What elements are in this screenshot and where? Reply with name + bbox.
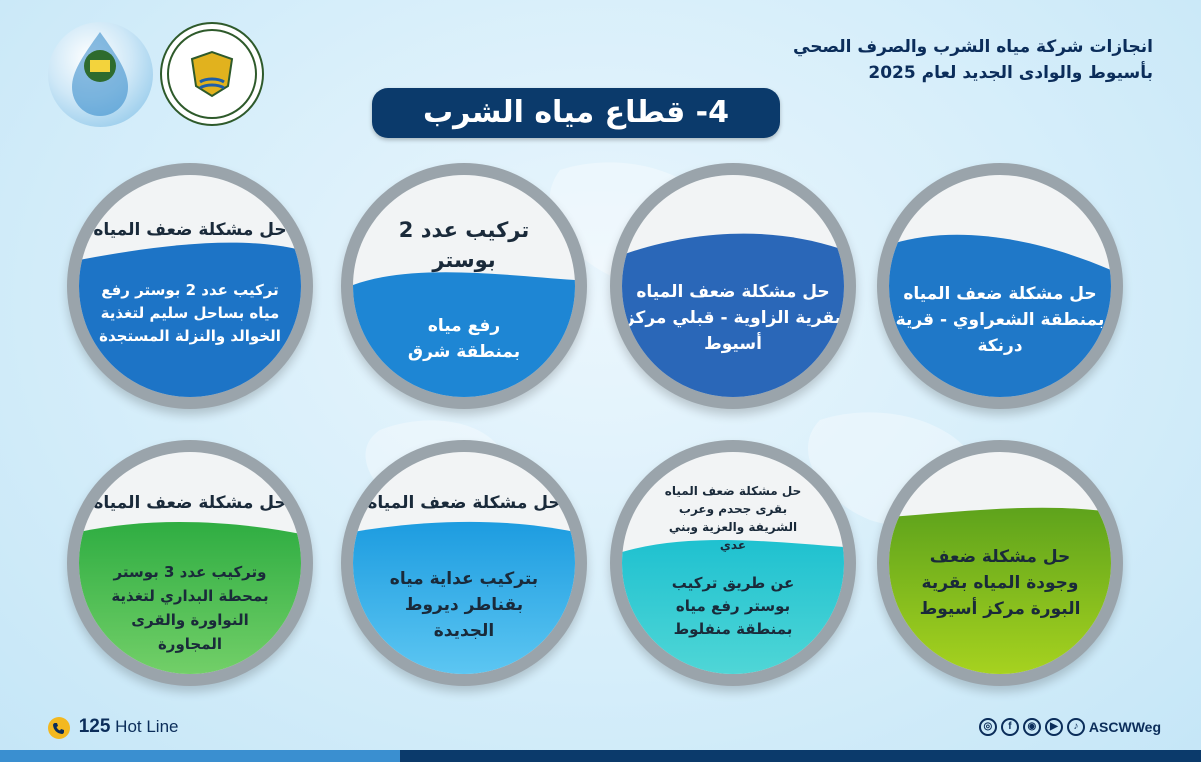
header-line-2: بأسيوط والوادى الجديد لعام 2025 xyxy=(868,63,1153,83)
social-links xyxy=(979,718,1161,736)
header-line-1: انجازات شركة مياه الشرب والصرف الصحي xyxy=(793,37,1153,57)
achievement-circle-8 xyxy=(67,440,313,686)
achievement-circle-4 xyxy=(67,163,313,409)
circle-5-text: حل مشكلة ضعف وجودة المياه بقرية البورة مركز أسيوط xyxy=(919,547,1081,619)
youtube-icon[interactable]: ▶ xyxy=(1045,718,1063,736)
circle-3-heading: تركيب عدد 2 بوستر xyxy=(398,218,530,272)
page-title: 4- قطاع مياه الشرب xyxy=(372,88,780,138)
circle-4-text: تركيب عدد 2 بوستر رفع مياه بساحل سليم لتغذية الخوالد والنزلة المستجدة xyxy=(99,281,281,345)
circle-6-heading: حل مشكلة ضعف المياه بقرى جحدم وعرب الشريفة والعزية وبني عدي xyxy=(664,484,802,552)
circle-1-text: حل مشكلة ضعف المياه بمنطقة الشعراوي - قرية درنكة xyxy=(895,284,1105,356)
achievement-circle-7 xyxy=(341,440,587,686)
company-logo xyxy=(48,22,153,127)
water-drop-icon xyxy=(48,22,153,127)
achievement-circle-6 xyxy=(610,440,856,686)
circle-3-text: رفع مياه بمنطقة شرق xyxy=(407,316,521,362)
circle-4-heading: حل مشكلة ضعف المياه xyxy=(93,220,287,240)
circle-6-text: عن طريق تركيب بوستر رفع مياه بمنطقة منفلوط xyxy=(671,574,795,638)
footer-bar xyxy=(0,750,1201,762)
footer-accent xyxy=(0,750,400,762)
circle-7-text: بتركيب عداية مياه بقناطر ديروط الجديدة xyxy=(389,569,539,641)
phone-icon xyxy=(48,717,70,739)
circle-2-text: حل مشكلة ضعف المياه بقرية الزاوية - قبلي مركز أسيوط xyxy=(624,282,842,354)
tiktok-icon[interactable]: ♪ xyxy=(1067,718,1085,736)
achievement-circle-2 xyxy=(610,163,856,409)
hotline-label: Hot Line xyxy=(115,717,179,736)
circle-7-heading: حل مشكلة ضعف المياه xyxy=(367,493,561,513)
achievement-circle-5 xyxy=(877,440,1123,686)
social-handle: ASCWWeg xyxy=(1088,719,1161,735)
instagram-icon[interactable]: ◉ xyxy=(1023,718,1041,736)
achievement-circle-1 xyxy=(877,163,1123,409)
governorate-logo xyxy=(160,22,264,126)
header-title xyxy=(793,34,1153,86)
circle-8-text: وتركيب عدد 3 بوستر بمحطة البداري لتغذية النواورة والقرى المجاورة xyxy=(111,563,269,653)
hotline-number: 125 xyxy=(78,716,111,737)
eagle-emblem-icon xyxy=(162,24,262,124)
facebook-icon[interactable]: f xyxy=(1001,718,1019,736)
circle-8-heading: حل مشكلة ضعف المياه xyxy=(93,493,287,513)
hotline xyxy=(48,716,179,739)
globe-icon[interactable]: ◎ xyxy=(979,718,997,736)
achievement-circle-3 xyxy=(341,163,587,409)
